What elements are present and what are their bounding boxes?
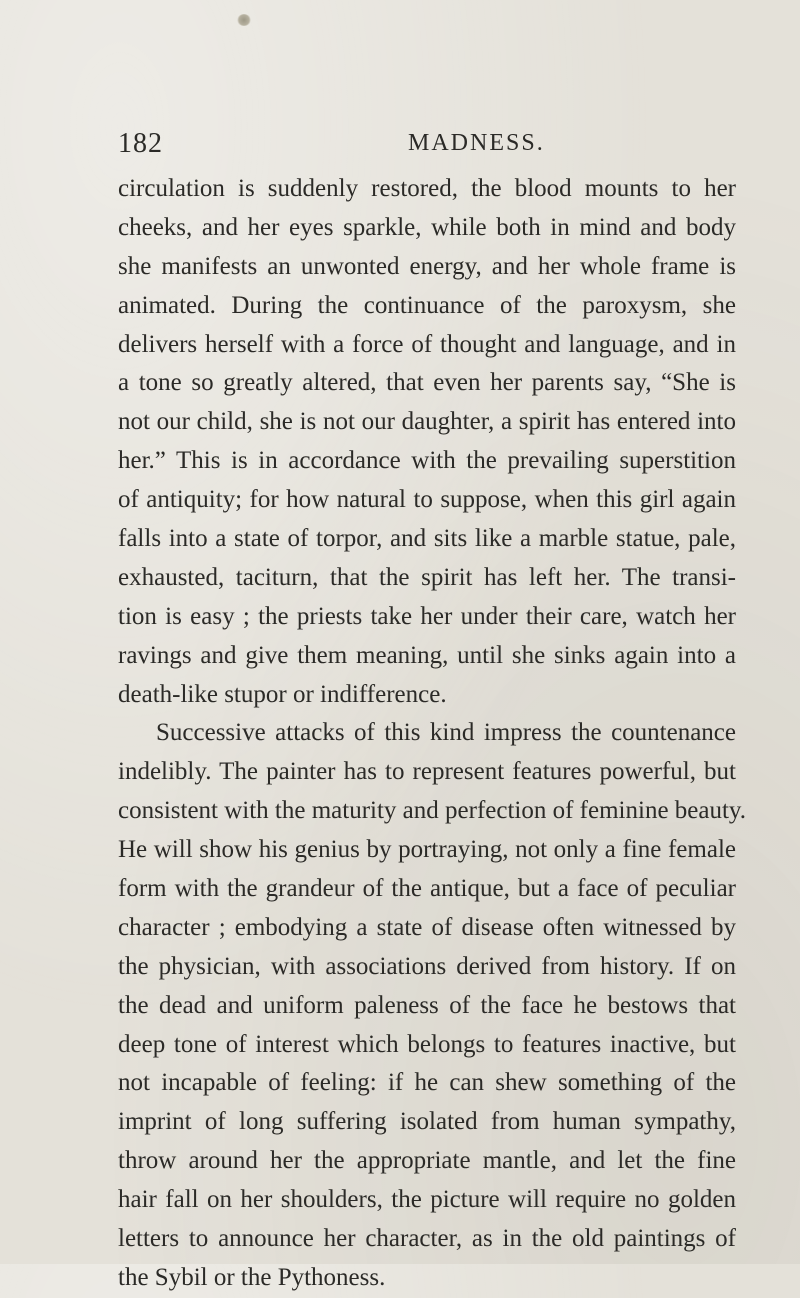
text-line: falls into a state of torpor, and sits like a marble statue, pale, (118, 525, 736, 553)
text-line: the dead and uniform paleness of the face he bestows that (118, 991, 736, 1019)
text-line: her.” This is in accordance with the prevailing superstition (118, 447, 736, 475)
text-line: throw around her the appropriate mantle, and let the fine (118, 1147, 736, 1175)
text-line: not our child, she is not our daughter, a spirit has entered into (118, 408, 736, 436)
text-line: form with the grandeur of the antique, but a face of peculiar (118, 875, 736, 903)
text-line: deep tone of interest which belongs to features inactive, but (118, 1030, 736, 1058)
text-line: exhausted, taciturn, that the spirit has left her. The transi- (118, 563, 736, 591)
text-line: ravings and give them meaning, until she sinks again into a (118, 641, 736, 669)
text-line: the physician, with associations derived from history. If on (118, 952, 736, 980)
text-line: cheeks, and her eyes sparkle, while both in mind and body (118, 213, 736, 241)
text-line: hair fall on her shoulders, the picture will require no golden (118, 1186, 736, 1214)
text-line: the Sybil or the Pythoness. (118, 1263, 386, 1291)
paper-speck (237, 14, 251, 26)
text-line: death-like stupor or indifference. (118, 680, 447, 708)
text-line: of antiquity; for how natural to suppose, when this girl again (118, 486, 736, 514)
text-line: a tone so greatly altered, that even her parents say, “She is (118, 369, 736, 397)
page-number: 182 (118, 128, 163, 159)
text-line: imprint of long suffering isolated from human sympathy, (118, 1108, 736, 1136)
text-line: circulation is suddenly restored, the blood mounts to her (118, 175, 736, 202)
text-line: character ; embodying a state of disease often witnessed by (118, 913, 736, 941)
text-line: He will show his genius by portraying, not only a fine female (118, 836, 736, 864)
text-line: consistent with the maturity and perfection of feminine beauty. (118, 797, 747, 825)
text-line: indelibly. The painter has to represent features powerful, but (118, 758, 736, 786)
text-line: animated. During the continuance of the paroxysm, she (118, 291, 736, 319)
body-text (118, 170, 747, 1298)
text-line: she manifests an unwonted energy, and her whole frame is (118, 252, 736, 280)
text-line: delivers herself with a force of thought and language, and in (118, 330, 736, 358)
page-header (118, 128, 738, 158)
running-title: MADNESS. (408, 130, 545, 156)
paragraph-start-line: Successive attacks of this kind impress the countenance (156, 719, 736, 747)
text-line: tion is easy ; the priests take her under their care, watch her (118, 602, 736, 630)
text-line: letters to announce her character, as in the old paintings of (118, 1225, 736, 1253)
text-line: not incapable of feeling: if he can shew something of the (118, 1069, 736, 1097)
